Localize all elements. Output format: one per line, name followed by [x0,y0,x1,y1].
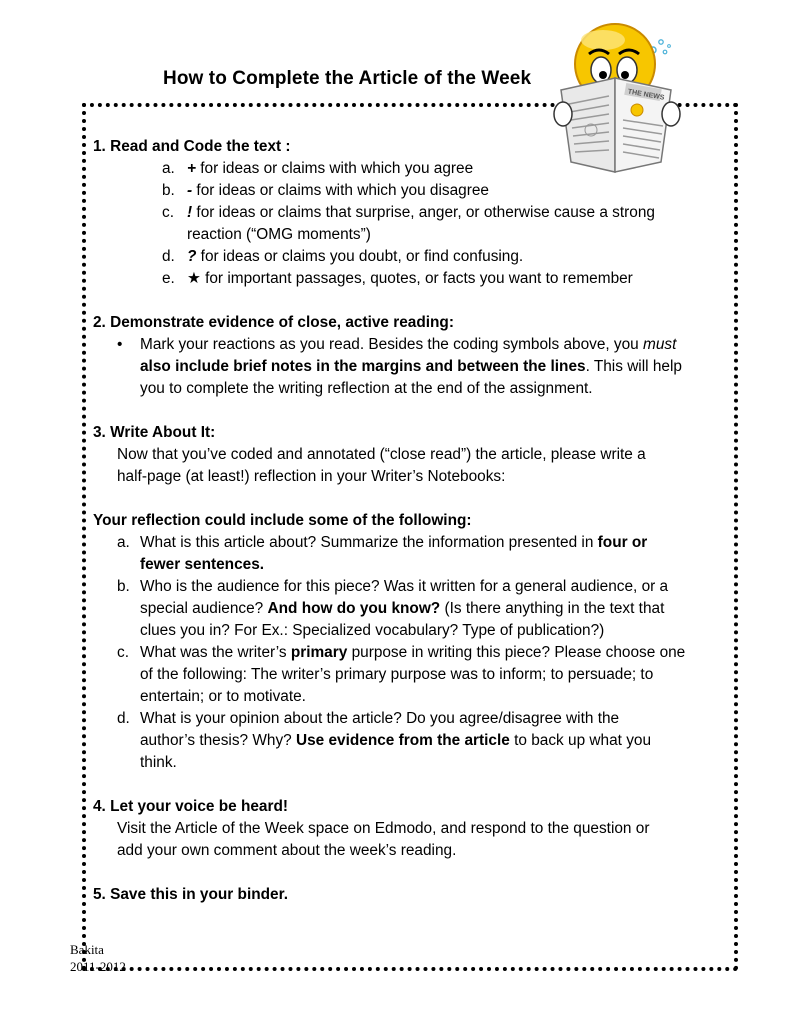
section-2-heading: 2. Demonstrate evidence of close, active reading: [93,314,454,331]
list-item: b. Who is the audience for this piece? Was it written for a general audience, or a [117,578,669,595]
footer-year: 2011-2012 [70,959,126,974]
footer-name: Bakita [70,942,104,957]
page-title: How to Complete the Article of the Week [163,68,532,89]
reflection-heading: Your reflection could include some of the following: [93,512,472,529]
instructions-body: 1. Read and Code the text : a. + for ideas or claims with which you agree b. - for ideas or claims with which you disagree c. ! for ideas or claims that surprise, anger, or otherwise cause a strong reaction (“OMG moments”) d. ? for ideas or claims you doubt, or find confusing. e. ★ for important passages, quotes, or facts you want to remember 2. Demonstrate evidence of close, active reading: • Mark your reactions as you read. Besides the coding symbols above, you must also include brief notes in the margins and between the lines. This will help you to complete the writing reflection at the end of the assignment. 3. Write About It: Now that you’ve coded and annotated (“close read”) the article, please write a half-page (at least!) reflection in your Writer’s Notebooks: Your reflection could include some of the following: a. What is this article about? Summarize the information presented in four or fewer sentences. b. Who is the audience for this piece? Was it written for a general audience, or a special audience? And how do you know? (Is there anything in the text that clues you in? For Ex.: Specialized vocabulary? Type of publication?) c. What was the writer’s primary purpose in writing this piece? Please choose one of the following: The writer’s primary purpose was to inform; to persuade; to entertain; or to motivate. d. What is your opinion about the article? Do you agree/disagree with the author’s thesis? Why? Use evidence from the article to back up what you think. 4. Let your voice be heard! Visit the Article of the Week space on Edmodo, and respond to the question or add your own comment about the week’s reading. 5. Save this in your binder. [93,136,713,906]
list-item-continuation: reaction (“OMG moments”) [187,226,371,243]
list-item: b. - for ideas or claims with which you disagree [162,182,489,199]
section-4-heading: 4. Let your voice be heard! [93,798,289,815]
section-3-heading: 3. Write About It: [93,424,216,441]
bullet-icon: • [117,336,123,353]
footer [70,941,126,975]
list-item: c. What was the writer’s primary purpose in writing this piece? Please choose one [117,644,686,661]
star-icon: ★ [187,270,201,287]
list-item: a. What is this article about? Summarize the information presented in four or [117,534,648,551]
list-item: d. What is your opinion about the article? Do you agree/disagree with the [117,710,620,727]
svg-text:THE NEWS: THE NEWS [627,88,665,102]
bullet-item: • Mark your reactions as you read. Besides the coding symbols above, you must [93,334,713,356]
list-item: c. ! for ideas or claims that surprise, anger, or otherwise cause a strong [162,204,655,221]
section-5-heading: 5. Save this in your binder. [93,886,289,903]
section-1-heading: 1. Read and Code the text : [93,138,291,155]
list-item: e. ★ for important passages, quotes, or facts you want to remember [162,270,633,287]
list-item: d. ? for ideas or claims you doubt, or find confusing. [162,248,524,265]
list-item: a. + for ideas or claims with which you agree [162,160,474,177]
